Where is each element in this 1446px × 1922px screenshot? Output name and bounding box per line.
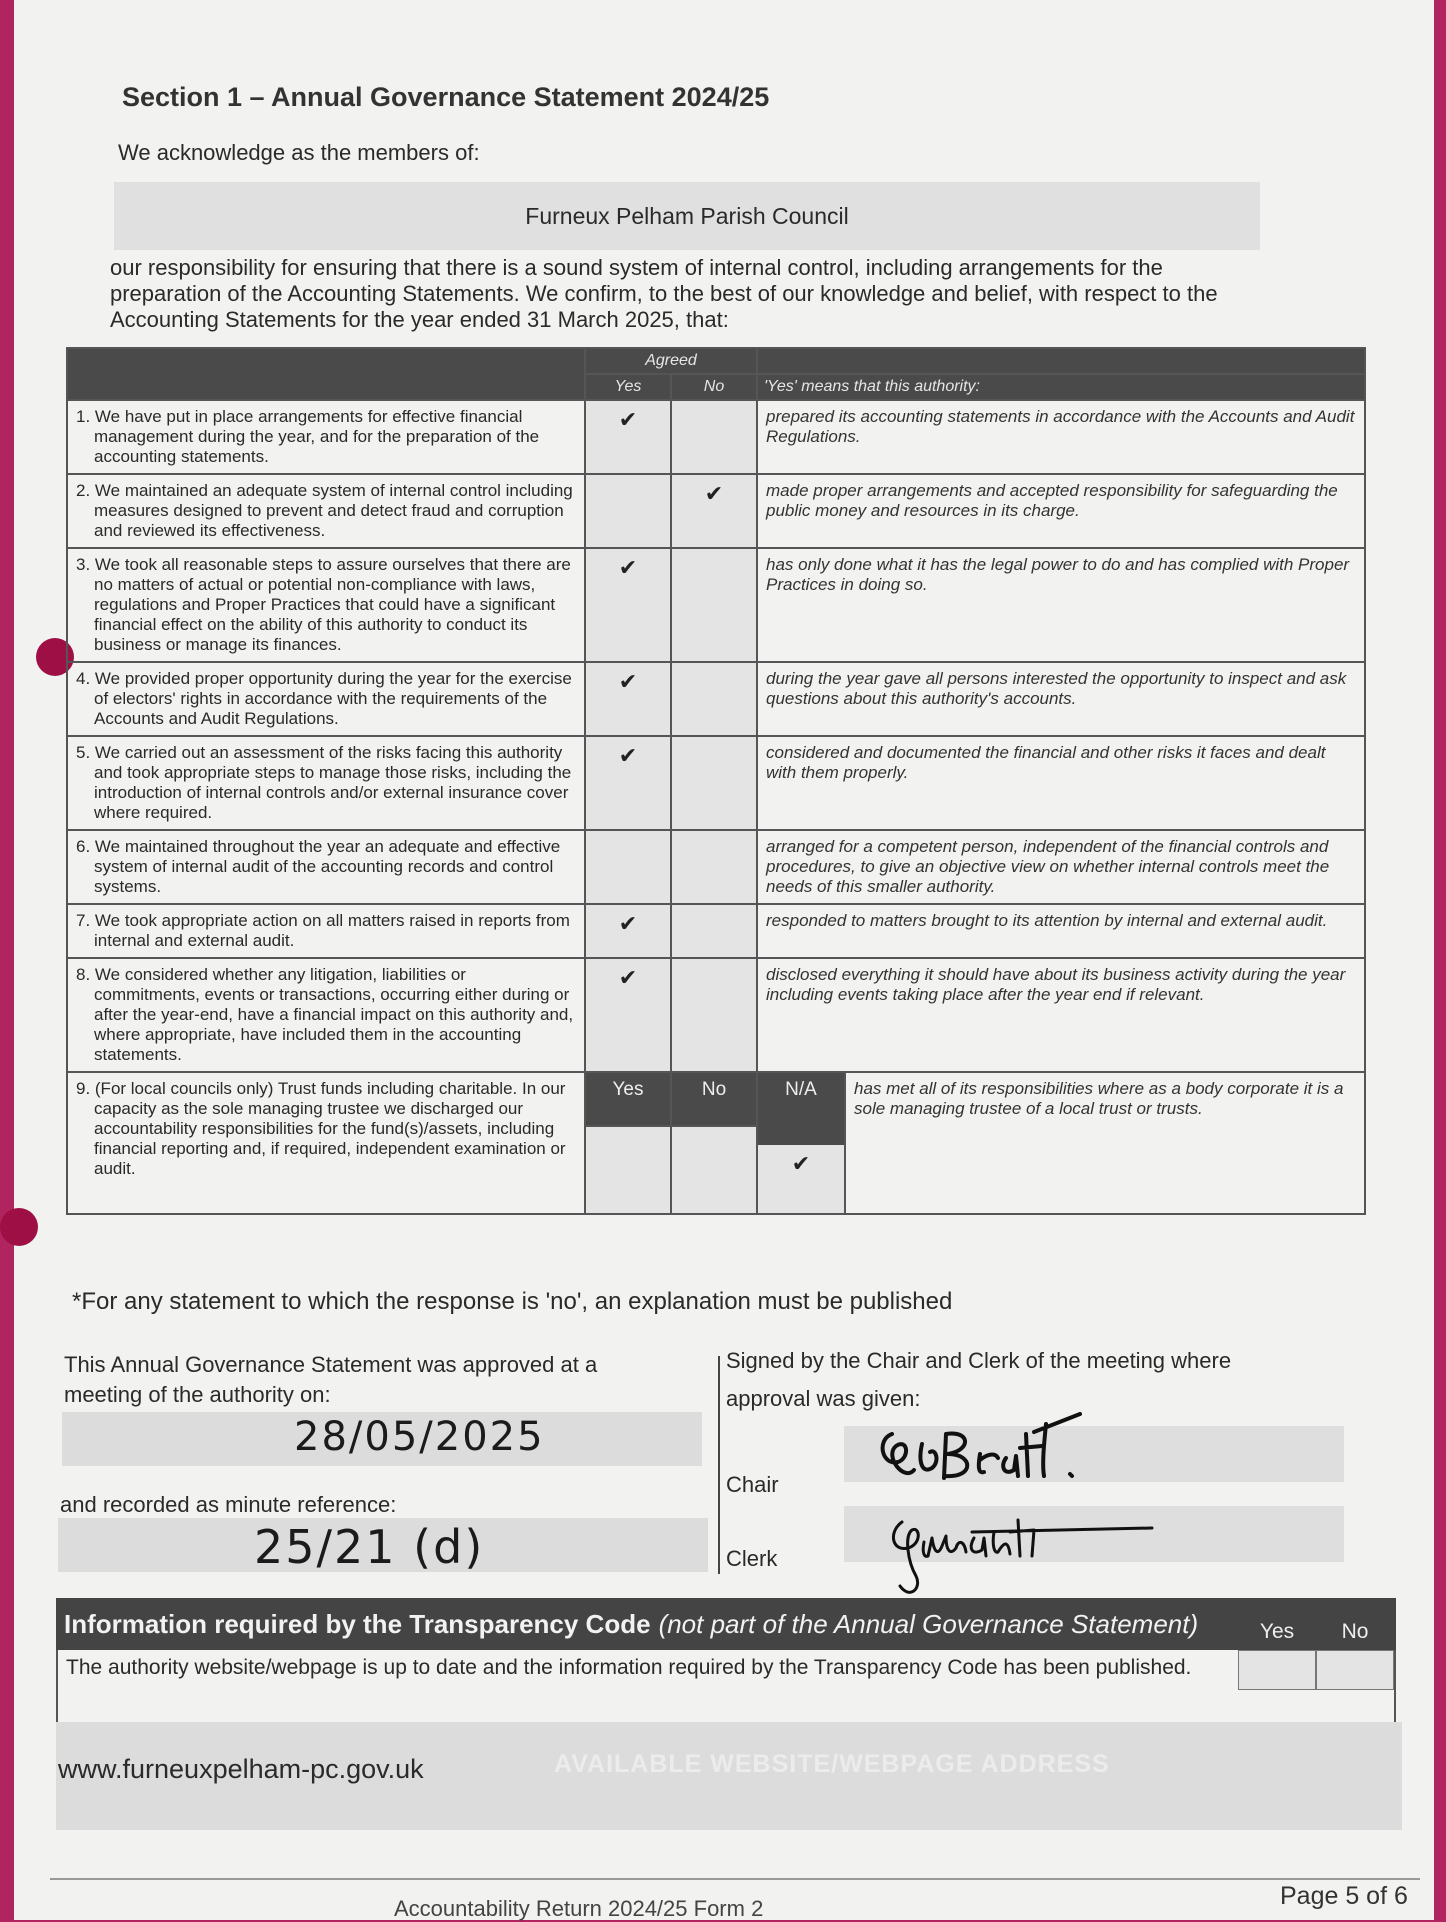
transparency-yes-no-header	[1238, 1614, 1394, 1650]
transparency-subtitle: (not part of the Annual Governance Statement)	[658, 1608, 1199, 1639]
website-address: www.furneuxpelham-pc.gov.uk	[58, 1754, 424, 1784]
table-row	[67, 400, 1365, 474]
row9-meaning-cell	[757, 1072, 1365, 1214]
row9-na-header: N/A	[758, 1073, 845, 1145]
means-header: 'Yes' means that this authority:	[757, 374, 1365, 400]
statement-8: 8. We considered whether any litigation, liabilities or commitments, events or transactions, occurring either during or after the year-end, have a financial impact on this authority and, where appropriate, have included them in the accounting statements.	[67, 958, 585, 1072]
statement-7-no-checkbox[interactable]	[671, 904, 757, 958]
statement-1: 1. We have put in place arrangements for effective financial management during the year, and for the preparation of the accounting statements.	[67, 400, 585, 474]
footer-rule	[50, 1878, 1420, 1880]
document-page	[14, 0, 1434, 1920]
table-header-blank	[67, 348, 585, 400]
statement-4-no-checkbox[interactable]	[671, 662, 757, 736]
statement-6-meaning: arranged for a competent person, independent of the financial controls and procedures, to give an objective view on whether internal controls meet the needs of this smaller authority.	[757, 830, 1365, 904]
row9-no-checkbox[interactable]	[671, 1126, 757, 1214]
table-row	[67, 904, 1365, 958]
statement-6-no-checkbox[interactable]	[671, 830, 757, 904]
minute-reference-handwritten: 25/21 (d)	[254, 1520, 485, 1574]
statement-6-yes-checkbox[interactable]	[585, 830, 671, 904]
table-header-blank	[757, 348, 1365, 374]
council-name-field	[114, 182, 1260, 250]
statement-6: 6. We maintained throughout the year an adequate and effective system of internal audit of the accounting records and control systems.	[67, 830, 585, 904]
website-placeholder: AVAILABLE WEBSITE/WEBPAGE ADDRESS	[554, 1750, 1110, 1778]
transparency-checkboxes	[1238, 1650, 1394, 1690]
transparency-header	[56, 1598, 1396, 1650]
row9-yes-header: Yes	[585, 1072, 671, 1126]
chair-label: Chair	[726, 1472, 779, 1497]
table-row	[67, 1072, 1365, 1126]
row9-no-header: No	[671, 1072, 757, 1126]
clerk-signature	[882, 1502, 1162, 1602]
table-row	[67, 662, 1365, 736]
section-title: Section 1 – Annual Governance Statement 2024/25	[122, 82, 770, 112]
statement-5-yes-checkbox[interactable]: ✔	[585, 736, 671, 830]
signed-by-text: Signed by the Chair and Clerk of the meeting where approval was given:	[726, 1348, 1232, 1411]
approval-date-handwritten: 28/05/2025	[294, 1414, 545, 1460]
statement-7: 7. We took appropriate action on all matters raised in reports from internal and external audit.	[67, 904, 585, 958]
footnote: *For any statement to which the response is 'no', an explanation must be published	[72, 1288, 953, 1315]
agreed-header: Agreed	[585, 348, 757, 374]
statement-5-meaning: considered and documented the financial and other risks it faces and dealt with them properly.	[757, 736, 1365, 830]
row9-yes-checkbox[interactable]	[585, 1126, 671, 1214]
row9-na-checkbox[interactable]: ✔	[758, 1145, 845, 1213]
transparency-code-section	[56, 1598, 1396, 1732]
statement-1-no-checkbox[interactable]	[671, 400, 757, 474]
statement-1-meaning: prepared its accounting statements in accordance with the Accounts and Audit Regulations.	[757, 400, 1365, 474]
statement-1-yes-checkbox[interactable]: ✔	[585, 400, 671, 474]
statement-7-meaning: responded to matters brought to its attention by internal and external audit.	[757, 904, 1365, 958]
signature-divider	[718, 1356, 720, 1574]
statement-8-no-checkbox[interactable]	[671, 958, 757, 1072]
statement-3-yes-checkbox[interactable]: ✔	[585, 548, 671, 662]
punch-hole	[0, 1208, 38, 1246]
table-row	[67, 830, 1365, 904]
statement-2-no-checkbox[interactable]: ✔	[671, 474, 757, 548]
footer-form-name: Accountability Return 2024/25 Form 2	[394, 1896, 764, 1921]
statement-5-no-checkbox[interactable]	[671, 736, 757, 830]
statement-4-meaning: during the year gave all persons interested the opportunity to inspect and ask questions about this authority's accounts.	[757, 662, 1365, 736]
minute-reference-text: and recorded as minute reference:	[60, 1492, 397, 1517]
approval-text: This Annual Governance Statement was approved at a meeting of the authority on:	[64, 1352, 598, 1407]
statement-2-yes-checkbox[interactable]	[585, 474, 671, 548]
no-header: No	[671, 374, 757, 400]
statement-3-meaning: has only done what it has the legal power to do and has complied with Proper Practices in doing so.	[757, 548, 1365, 662]
statement-8-meaning: disclosed everything it should have about its business activity during the year including events taking place after the year end if relevant.	[757, 958, 1365, 1072]
statement-4: 4. We provided proper opportunity during the year for the exercise of electors' rights in accordance with the requirements of the Accounts and Audit Regulations.	[67, 662, 585, 736]
transparency-title: Information required by the Transparency Code	[64, 1608, 651, 1639]
statement-3-no-checkbox[interactable]	[671, 548, 757, 662]
table-row	[67, 548, 1365, 662]
table-row	[67, 958, 1365, 1072]
row9-meaning: has met all of its responsibilities where as a body corporate it is a sole managing trustee of a local trust or trusts.	[854, 1079, 1344, 1118]
statement-9: 9. (For local councils only) Trust funds including charitable. In our capacity as the sole managing trustee we discharged our accountability responsibilities for the fund(s)/assets, including financial reporting and, if required, independent examination or audit.	[67, 1072, 585, 1214]
statement-3: 3. We took all reasonable steps to assure ourselves that there are no matters of actual or potential non-compliance with laws, regulations and Proper Practices that could have a significant financial effect on the ability of this authority to conduct its business or manage its finances.	[67, 548, 585, 662]
transparency-no-label: No	[1341, 1620, 1369, 1643]
page-number: Page 5 of 6	[1280, 1882, 1408, 1910]
yes-header: Yes	[585, 374, 671, 400]
statement-2-meaning: made proper arrangements and accepted responsibility for safeguarding the public money and resources in its charge.	[757, 474, 1365, 548]
table-row	[67, 474, 1365, 548]
intro-paragraph: our responsibility for ensuring that there is a sound system of internal control, including arrangements for the preparation of the Accounting Statements. We confirm, to the best of our knowledge and belief, with respect to the Accounting Statements for the year ended 31 March 2025, that:	[110, 255, 1218, 332]
statement-4-yes-checkbox[interactable]: ✔	[585, 662, 671, 736]
statement-8-yes-checkbox[interactable]: ✔	[585, 958, 671, 1072]
transparency-no-checkbox[interactable]	[1316, 1650, 1394, 1690]
acknowledgement-text: We acknowledge as the members of:	[118, 140, 480, 165]
statement-5: 5. We carried out an assessment of the risks facing this authority and took appropriate steps to manage those risks, including the introduction of internal controls and/or external insurance cover where required.	[67, 736, 585, 830]
transparency-statement: The authority website/webpage is up to date and the information required by the Transparency Code has been published.	[66, 1656, 1192, 1679]
table-row	[67, 736, 1365, 830]
chair-signature	[874, 1404, 1134, 1504]
transparency-yes-label: Yes	[1259, 1620, 1295, 1643]
statement-7-yes-checkbox[interactable]: ✔	[585, 904, 671, 958]
governance-table	[66, 347, 1366, 1215]
statement-2: 2. We maintained an adequate system of internal control including measures designed to prevent and detect fraud and corruption and reviewed its effectiveness.	[67, 474, 585, 548]
transparency-yes-checkbox[interactable]	[1238, 1650, 1316, 1690]
clerk-label: Clerk	[726, 1546, 778, 1571]
council-name: Furneux Pelham Parish Council	[525, 202, 849, 229]
